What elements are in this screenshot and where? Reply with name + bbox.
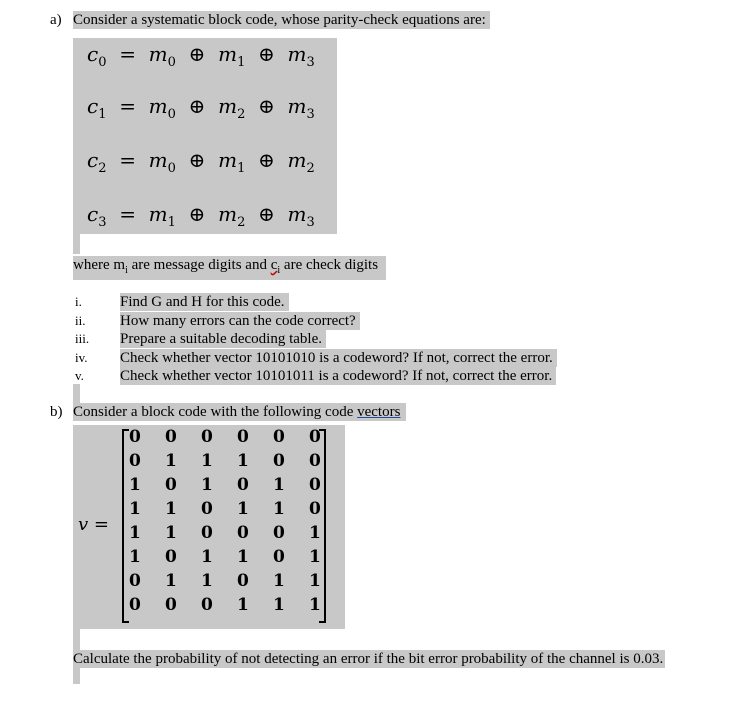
eq-lhs-var: c [87, 94, 99, 118]
equation-c1 [87, 94, 315, 122]
eq-term-var: m [287, 94, 307, 118]
highlight-bar [73, 234, 80, 254]
part-b-intro-link: vectors [357, 404, 401, 420]
matrix-cell: 1 [165, 523, 177, 543]
matrix-left-bracket [122, 429, 129, 623]
where-sub-i: i [125, 265, 128, 276]
code-vector-matrix [73, 425, 345, 629]
eq-term-sub: 2 [306, 161, 315, 176]
question-number: i. [75, 294, 82, 309]
matrix-cell: 0 [201, 595, 213, 615]
part-b-label: b) [50, 404, 63, 420]
eq-term-var: m [287, 202, 307, 226]
part-b-intro-text: Consider a block code with the following code [73, 404, 358, 420]
matrix-cell: 0 [237, 523, 249, 543]
eq-term-var: m [148, 42, 168, 66]
matrix-cell: 1 [237, 547, 249, 567]
eq-term-sub: 1 [237, 55, 246, 70]
part-b-intro [73, 403, 406, 421]
matrix-cell: 0 [201, 499, 213, 519]
matrix-cell: 0 [273, 523, 285, 543]
matrix-row [129, 427, 345, 447]
matrix-cell: 0 [309, 427, 321, 447]
eq-equals: = [106, 94, 149, 118]
matrix-cell: 0 [273, 451, 285, 471]
eq-term-sub: 3 [306, 215, 315, 230]
matrix-row [129, 571, 345, 591]
matrix-cell: 1 [237, 451, 249, 471]
eq-xor: ⊕ [175, 42, 219, 66]
matrix-cell: 1 [237, 499, 249, 519]
matrix-cell: 0 [129, 571, 141, 591]
eq-lhs-sub: 0 [98, 55, 107, 70]
matrix-cell: 0 [201, 427, 213, 447]
matrix-row [129, 595, 345, 615]
eq-xor: ⊕ [245, 148, 288, 172]
matrix-cell: 0 [201, 523, 213, 543]
matrix-cell: 1 [165, 499, 177, 519]
eq-lhs-var: c [87, 42, 99, 66]
matrix-cell: 1 [129, 475, 141, 495]
question-text: How many errors can the code correct? [120, 312, 360, 330]
eq-xor: ⊕ [175, 94, 219, 118]
eq-xor: ⊕ [245, 94, 288, 118]
question-text: Check whether vector 10101010 is a codeword? If not, correct the error. [120, 349, 557, 367]
final-question: Calculate the probability of not detecting an error if the bit error probability of the channel is 0.03. [73, 651, 664, 667]
matrix-cell: 0 [309, 475, 321, 495]
matrix-cell: 0 [309, 499, 321, 519]
eq-term-sub: 3 [306, 107, 315, 122]
matrix-cell: 0 [165, 547, 177, 567]
matrix-cell: 0 [129, 427, 141, 447]
matrix-row [129, 499, 345, 519]
matrix-cell: 1 [129, 499, 141, 519]
eq-lhs-sub: 3 [98, 215, 107, 230]
matrix-cell: 1 [309, 523, 321, 543]
matrix-cell: 1 [309, 595, 321, 615]
parity-equations-box [73, 38, 337, 234]
question-text: Prepare a suitable decoding table. [120, 330, 326, 348]
matrix-cell: 0 [237, 427, 249, 447]
matrix-cell: 0 [129, 595, 141, 615]
matrix-cell: 0 [237, 571, 249, 591]
matrix-cell: 0 [273, 547, 285, 567]
matrix-cell: 0 [237, 475, 249, 495]
question-number: v. [75, 368, 84, 383]
eq-term-sub: 3 [306, 55, 315, 70]
eq-equals: = [106, 148, 149, 172]
where-sub-i2: i [277, 265, 281, 276]
question-text: Find G and H for this code. [120, 293, 289, 311]
matrix-cell: 0 [309, 451, 321, 471]
question-number: ii. [75, 312, 86, 328]
matrix-row [129, 547, 345, 567]
eq-term-var: m [287, 148, 307, 172]
matrix-row [129, 475, 345, 495]
matrix-row [129, 523, 345, 543]
matrix-cell: 1 [201, 451, 213, 471]
matrix-cell: 0 [165, 427, 177, 447]
matrix-cell: 1 [165, 571, 177, 591]
matrix-cell: 1 [165, 451, 177, 471]
eq-term-var: m [218, 148, 238, 172]
eq-equals: = [106, 202, 149, 226]
eq-term-sub: 1 [167, 215, 176, 230]
matrix-cell: 0 [165, 595, 177, 615]
matrix-cell: 1 [201, 475, 213, 495]
part-a-label: a) [50, 12, 62, 28]
matrix-cell: 0 [129, 451, 141, 471]
question-text: Check whether vector 10101011 is a codeword? If not, correct the error. [120, 367, 556, 385]
eq-equals: = [106, 42, 149, 66]
eq-term-sub: 0 [167, 55, 176, 70]
eq-term-var: m [148, 202, 168, 226]
eq-term-var: m [148, 148, 168, 172]
eq-term-var: m [218, 202, 238, 226]
where-c: c [270, 257, 278, 273]
highlight-bar-b [73, 384, 80, 404]
where-line [73, 256, 386, 280]
eq-term-var: m [218, 42, 238, 66]
matrix-cell: 1 [129, 523, 141, 543]
eq-term-sub: 0 [167, 161, 176, 176]
matrix-cell: 1 [237, 595, 249, 615]
eq-term-sub: 2 [237, 107, 246, 122]
highlight-bar-c [73, 629, 80, 651]
question-number: iv. [75, 349, 88, 365]
eq-xor: ⊕ [245, 42, 288, 66]
equation-c2 [87, 148, 315, 176]
eq-term-sub: 1 [237, 161, 246, 176]
eq-lhs-sub: 1 [98, 107, 107, 122]
matrix-cell: 1 [273, 475, 285, 495]
equation-c3 [87, 202, 315, 230]
matrix-cell: 1 [273, 499, 285, 519]
matrix-label [78, 514, 109, 535]
matrix-cell: 1 [129, 547, 141, 567]
matrix-label-text: v = [78, 514, 109, 535]
eq-term-var: m [218, 94, 238, 118]
matrix-row [129, 451, 345, 471]
eq-term-var: m [148, 94, 168, 118]
eq-term-var: m [287, 42, 307, 66]
question-number: iii. [75, 331, 90, 346]
eq-term-sub: 2 [237, 215, 246, 230]
eq-lhs-sub: 2 [98, 161, 107, 176]
matrix-cell: 1 [201, 571, 213, 591]
matrix-cell: 1 [273, 571, 285, 591]
highlight-bar-d [73, 668, 80, 684]
matrix-cell: 0 [273, 427, 285, 447]
matrix-cell: 1 [309, 571, 321, 591]
equation-c0 [87, 42, 315, 70]
where-pre: where m [73, 257, 126, 273]
eq-lhs-var: c [87, 148, 99, 172]
eq-xor: ⊕ [175, 202, 219, 226]
matrix-cell: 1 [309, 547, 321, 567]
eq-xor: ⊕ [175, 148, 219, 172]
eq-term-sub: 0 [167, 107, 176, 122]
where-post: are check digits [280, 257, 379, 273]
where-mid: are message digits and [127, 257, 271, 273]
part-a-intro: Consider a systematic block code, whose parity-check equations are: [73, 11, 490, 29]
matrix-cell: 1 [201, 547, 213, 567]
matrix-cell: 1 [273, 595, 285, 615]
eq-lhs-var: c [87, 202, 99, 226]
eq-xor: ⊕ [245, 202, 288, 226]
matrix-cell: 0 [165, 475, 177, 495]
